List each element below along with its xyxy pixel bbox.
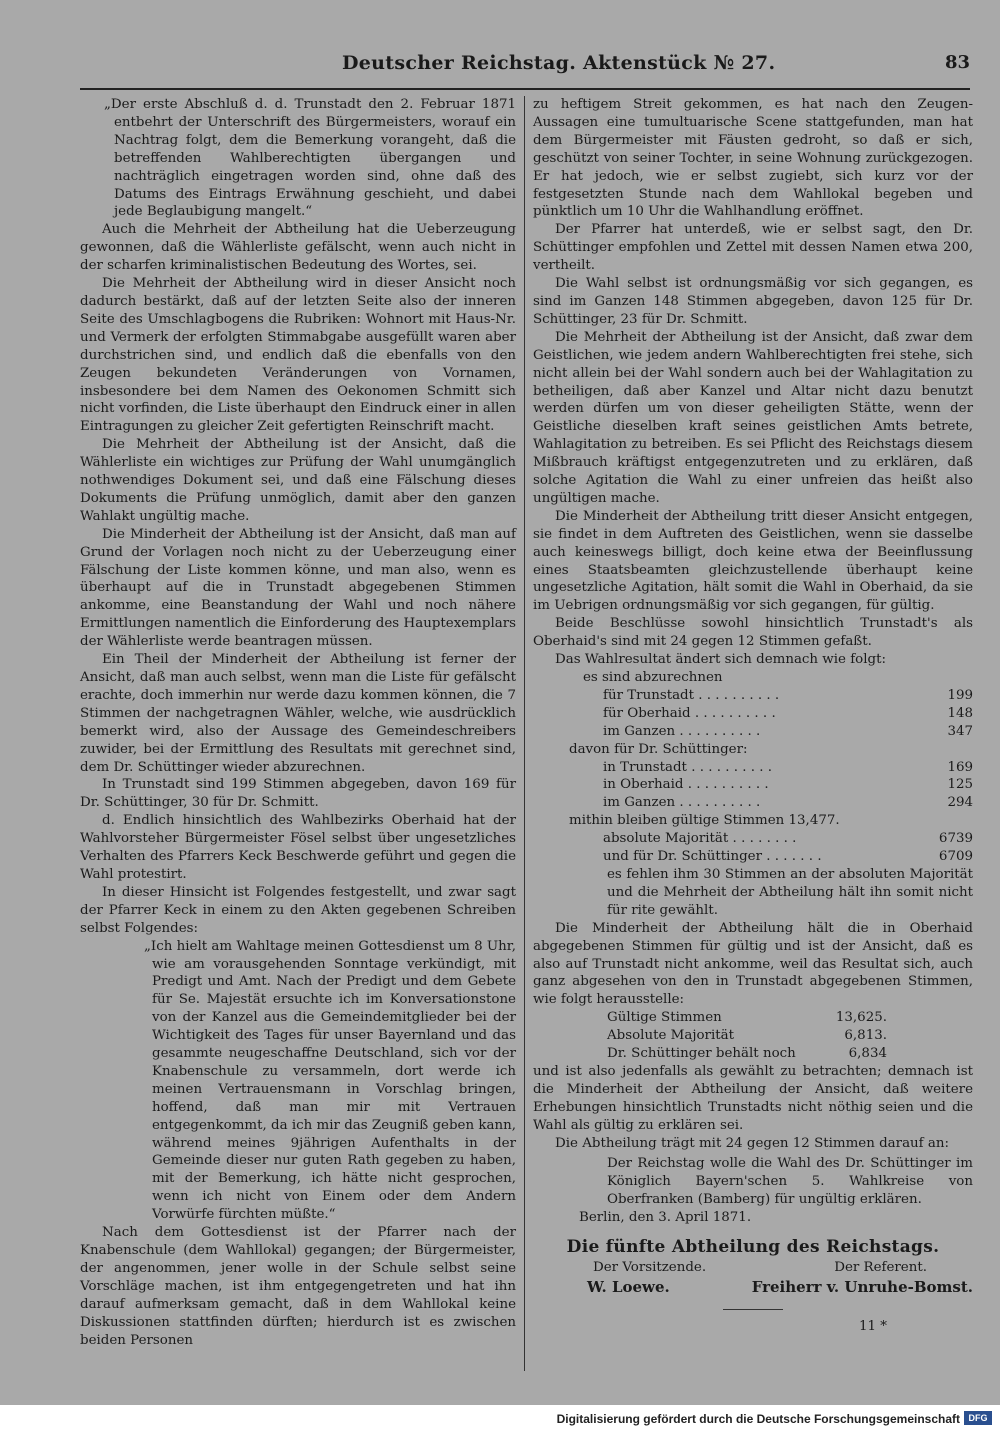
header-title: Deutscher Reichstag. Aktenstück № 27. (342, 52, 776, 74)
paragraph: Die Minderheit der Abtheilung tritt dieser Ansicht entgegen, sie findet in dem Auftreten des Geistlichen, wenn sie dasselbe auch keineswegs billigt, doch keine etwa der Beeinflussung eines Staatsbeamten gleichzustellende überhaupt keine ungesetzliche Agitation, hält somit die Wahl in Oberhaid, da sie im Uebrigen ordnungsmäßig vor sich gegangen, für gültig. (533, 508, 973, 614)
paragraph: Die Mehrheit der Abtheilung wird in dieser Ansicht noch dadurch bestärkt, daß auf der letzten Seite also der inneren Seite des Umschlagbogens die Rubriken: Wohnort mit Haus-Nr. und Vermerk der erfolgten Stimmabgabe ausgefüllt waren aber durchstrichen sind, und endlich daß die ebenfalls von den Zeugen bekundeten Veränderungen von Vornamen, insbesondere bei dem Namen des Oekonomen Schmitt sich nicht vorfinden, die Liste überhaupt den Eindruck einer in allen Eintragungen zu gleicher Zeit gefertigten Reinschrift macht. (80, 276, 516, 435)
minderheit-row-value: 6,813. (844, 1028, 887, 1044)
paragraph: Die Mehrheit der Abtheilung ist der Ansicht, daß die Wählerliste ein wichtiges zur Prüfung der Wahl unumgänglich nothwendiges Dokument sei, und daß eine Fälschung dieses Dokuments die Prüfung unmöglich, damit aber den ganzen Wahlakt ungültig mache. (80, 437, 516, 524)
role-chairman: Der Vorsitzende. (593, 1260, 707, 1275)
left-column (80, 96, 516, 1349)
result-row-value: 294 (947, 795, 973, 811)
result-row-label: im Ganzen . . . . . . . . . . (603, 723, 761, 739)
paragraph: Das Wahlresultat ändert sich demnach wie folgt: (555, 652, 886, 668)
role-referent: Der Referent. (834, 1260, 927, 1275)
result-row-value: 125 (947, 777, 973, 793)
result-row-label: für Trunstadt . . . . . . . . . . (603, 687, 780, 703)
paragraph: Die Wahl selbst ist ordnungsmäßig vor sich gegangen, es sind im Ganzen 148 Stimmen abgegeben, davon 125 für Dr. Schüttinger, 23 für Dr. Schmitt. (533, 276, 973, 327)
result-row (533, 723, 973, 741)
paragraph: d. Endlich hinsichtlich des Wahlbezirks Oberhaid hat der Wahlvorsteher Bürgermeister Fösel selbst über ungesetzliches Verhalten des Pfarrers Keck Beschwerde geführt und gegen die Wahl protestirt. (80, 813, 516, 882)
result-row (533, 705, 973, 723)
minderheit-row (607, 1009, 887, 1027)
paragraph: Nach dem Gottesdienst ist der Pfarrer nach der Knabenschule (dem Wahllokal) gegangen; der Bürgermeister, der angenommen, jener wolle in der Schule selbst seine Vorschläge machen, ist ihm entgegengetreten und hat ihn darauf aufmerksam gemacht, daß in dem Wahllokal keine Diskussionen stattfinden dürften; hierdurch ist es zwischen beiden Personen (80, 1225, 516, 1348)
result-row-label: in Trunstadt . . . . . . . . . . (603, 759, 773, 775)
closing-paragraphs (533, 1063, 973, 1153)
paragraph: Der Pfarrer hat unterdeß, wie er selbst sagt, den Dr. Schüttinger empfohlen und Zettel mit dessen Namen etwa 200, vertheilt. (533, 222, 973, 274)
result-row-value: 6739 (938, 831, 973, 847)
minderheit-row (607, 1045, 887, 1063)
paragraph: Beide Beschlüsse sowohl hinsichtlich Trunstadt's als Oberhaid's sind mit 24 gegen 12 Stimmen gefaßt. (533, 616, 973, 650)
result-row (533, 759, 973, 777)
minderheit-paragraph: Die Minderheit der Abtheilung hält die in Oberhaid abgegebenen Stimmen für gültig und ist der Ansicht, daß es also auf Trunstadt nicht ankomme, weil das Resultat sich, auch ganz abgesehen von den in Trunstadt abgegebenen Stimmen, wie folgt herausstelle: (533, 920, 973, 1008)
sheet-number: 11 * (859, 1318, 887, 1334)
paragraph: Die Minderheit der Abtheilung ist der Ansicht, daß man auf Grund der Vorlagen noch nicht zu der Ueberzeugung einer Fälschung der Liste kommen könne, und man also, wenn es überhaupt auf die in Trunstadt abgegebenen Stimmen ankomme, eine Beanstandung der Wahl und noch nähere Ermittlungen namentlich die Einforderung des Hauptexemplars der Wählerliste werde beantragen müssen. (80, 526, 516, 650)
right-column-paragraphs (533, 96, 973, 669)
page-number: 83 (944, 52, 970, 73)
signature-heading: Die fünfte Abtheilung des Reichstags. (566, 1237, 940, 1258)
results-fehlen: es fehlen ihm 30 Stimmen an der absoluten Majorität und die Mehrheit der Abtheilung hält ihn somit nicht für rite gewählt. (607, 866, 973, 918)
minderheit-row (607, 1027, 887, 1045)
footer-credit: Digitalisierung gefördert durch die Deutsche Forschungsgemeinschaft (556, 1412, 960, 1426)
footer-bar (0, 1405, 1000, 1432)
result-row-label: in Oberhaid . . . . . . . . . . (603, 777, 769, 793)
page-header (80, 48, 970, 84)
signature-roles (533, 1257, 973, 1277)
result-row (533, 794, 973, 812)
result-row-label: im Ganzen . . . . . . . . . . (603, 795, 761, 811)
results-block (533, 669, 973, 920)
result-row-label: für Oberhaid . . . . . . . . . . (603, 705, 776, 721)
minderheit-row-label: Absolute Majorität (607, 1028, 734, 1044)
paragraph: Ein Theil der Minderheit der Abtheilung ist ferner der Ansicht, daß man auch selbst, wenn man die Liste für gefälscht erachte, doch immerhin nur werde dazu kommen können, die 7 Stimmen der nachgetragnen Wähler, welche, wie ausdrücklich bemerkt wird, also der Aussage des Gemeindeschreibers zuwider, bei der Ermittlung des Resultats mit gerechnet sind, dem Dr. Schüttinger wieder abzurechnen. (80, 652, 516, 775)
result-row-value: 199 (947, 687, 973, 703)
results-davon (533, 759, 973, 813)
minderheit-row-label: Dr. Schüttinger behält noch (607, 1046, 796, 1062)
paragraph: In dieser Hinsicht ist Folgendes festgestellt, und zwar sagt der Pfarrer Keck in einem zu den Akten gegebenen Schreiben selbst Folgendes: (80, 884, 516, 936)
paragraph: Die Abtheilung trägt mit 24 gegen 12 Stimmen darauf an: (555, 1135, 950, 1151)
name-chairman: W. Loewe. (587, 1277, 670, 1296)
dfg-logo: DFG (964, 1411, 992, 1425)
minderheit-results (533, 1009, 887, 1063)
header-rule (80, 88, 970, 90)
paragraph: Auch die Mehrheit der Abtheilung hat die Ueberzeugung gewonnen, daß die Wählerliste gefälscht, wenn auch nicht in der scharfen kriminalistischen Bedeutung des Wortes, sei. (80, 222, 516, 274)
minderheit-row-value: 13,625. (835, 1010, 887, 1026)
result-row-label: und für Dr. Schüttinger . . . . . . . (603, 849, 822, 865)
column-divider (524, 96, 525, 1371)
signature-names (533, 1277, 973, 1297)
results-mithin: mithin bleiben gültige Stimmen 13,477. (569, 813, 840, 829)
result-row (533, 776, 973, 794)
result-row-value: 169 (947, 759, 973, 775)
result-row (533, 687, 973, 705)
paragraph: Die Mehrheit der Abtheilung ist der Ansicht, daß zwar dem Geistlichen, wie jedem andern Wahlberechtigten frei stehe, sich nicht allein bei der Wahl sondern auch bei der Wahlagitation zu betheiligen, daß aber Kanzel und Altar nicht dazu benutzt werden dürfen um von dieser geheiligten Stätte, wenn der Geistliche dieselben kraft seines geistlichen Amts betrete, Wahlagitation zu betreiben. Es sei Pflicht des Reichstags diesem Mißbrauch kräftigst entgegenzutreten und zu erklären, daß solche Agitation die Wahl zu einer unfreien das heißt also ungültigen mache. (533, 329, 973, 506)
results-davon-label: davon für Dr. Schüttinger: (569, 741, 748, 757)
paragraph: „Ich hielt am Wahltage meinen Gottesdienst um 8 Uhr, wie am vorausgehenden Sonntage verkündigt, mit Predigt und Amt. Nach der Predigt und dem Gebete für Se. Majestät ersuchte ich im Konversationstone von der Kanzel aus die Gemeindemitglieder bei der Wichtigkeit des Tages für unser Bayernland und das gesammte neugeschaffne Deutschland, sich vor der Knabenschule zu versammeln, dort werde ich meinen Vertrauensmann in Vorschlag bringen, hoffend, daß man mir mit Vertrauen entgegenkommt, da ich mir das Zeugniß geben kann, während meines 9jährigen Aufenthalts in der Gemeinde dieser nur guten Rath gegeben zu haben, mit der Bemerkung, ich hätte nicht gesprochen, wenn ich nicht von Einem oder dem Andern Vorwürfe fürchten müßte.“ (144, 938, 516, 1223)
result-row-value: 347 (947, 723, 973, 739)
results-abzurechnen (533, 687, 973, 741)
motion-text: Der Reichstag wolle die Wahl des Dr. Schüttinger im Königlich Bayern'schen 5. Wahlkreise von Oberfranken (Bamberg) für ungültig erklären. (607, 1156, 973, 1208)
minderheit-row-label: Gültige Stimmen (607, 1010, 722, 1026)
result-row-value: 6709 (938, 849, 973, 865)
paragraph: und ist also jedenfalls als gewählt zu betrachten; demnach ist die Minderheit der Abtheilung der Ansicht, daß weitere Erhebungen hinsichtlich Trunstadts nicht nöthig seien und die Wahl als gültig zu erklären sei. (533, 1063, 973, 1133)
paragraph: In Trunstadt sind 199 Stimmen abgegeben, davon 169 für Dr. Schüttinger, 30 für Dr. Schmitt. (80, 777, 516, 811)
result-row (533, 830, 973, 848)
results-majoritaet (533, 830, 973, 866)
paragraph: „Der erste Abschluß d. d. Trunstadt den 2. Februar 1871 entbehrt der Unterschrift des Bürgermeisters, worauf ein Nachtrag folgt, dem die Bemerkung vorangeht, daß die betreffenden Wahlberechtigten übergangen und nachträglich eingetragen worden sind, ohne daß des Datums des Eintrags Erwähnung geschieht, und dabei jede Beglaubigung mangelt.“ (104, 97, 516, 220)
paragraph: zu heftigem Streit gekommen, es hat nach den Zeugen-Aussagen eine tumultuarische Scene stattgefunden, man hat dem Bürgermeister mit Fäusten gedroht, so daß er sich, geschützt von seiner Tochter, in seine Wohnung zurückgezogen. Er hat jedoch, wie er selbst zugiebt, sich kurz vor der festgesetzten Stunde nach dem Wahllokal begeben und pünktlich um 10 Uhr die Wahlhandlung eröffnet. (533, 97, 973, 220)
name-referent: Freiherr v. Unruhe-Bomst. (751, 1277, 973, 1296)
date-line: Berlin, den 3. April 1871. (579, 1210, 752, 1226)
signature-rule (723, 1309, 783, 1310)
result-row (533, 848, 973, 866)
result-row-value: 148 (947, 705, 973, 721)
results-abzurechnen-label: es sind abzurechnen (583, 670, 723, 685)
result-row-label: absolute Majorität . . . . . . . . (603, 831, 797, 847)
minderheit-row-value: 6,834 (848, 1046, 887, 1062)
right-column (533, 96, 973, 1336)
